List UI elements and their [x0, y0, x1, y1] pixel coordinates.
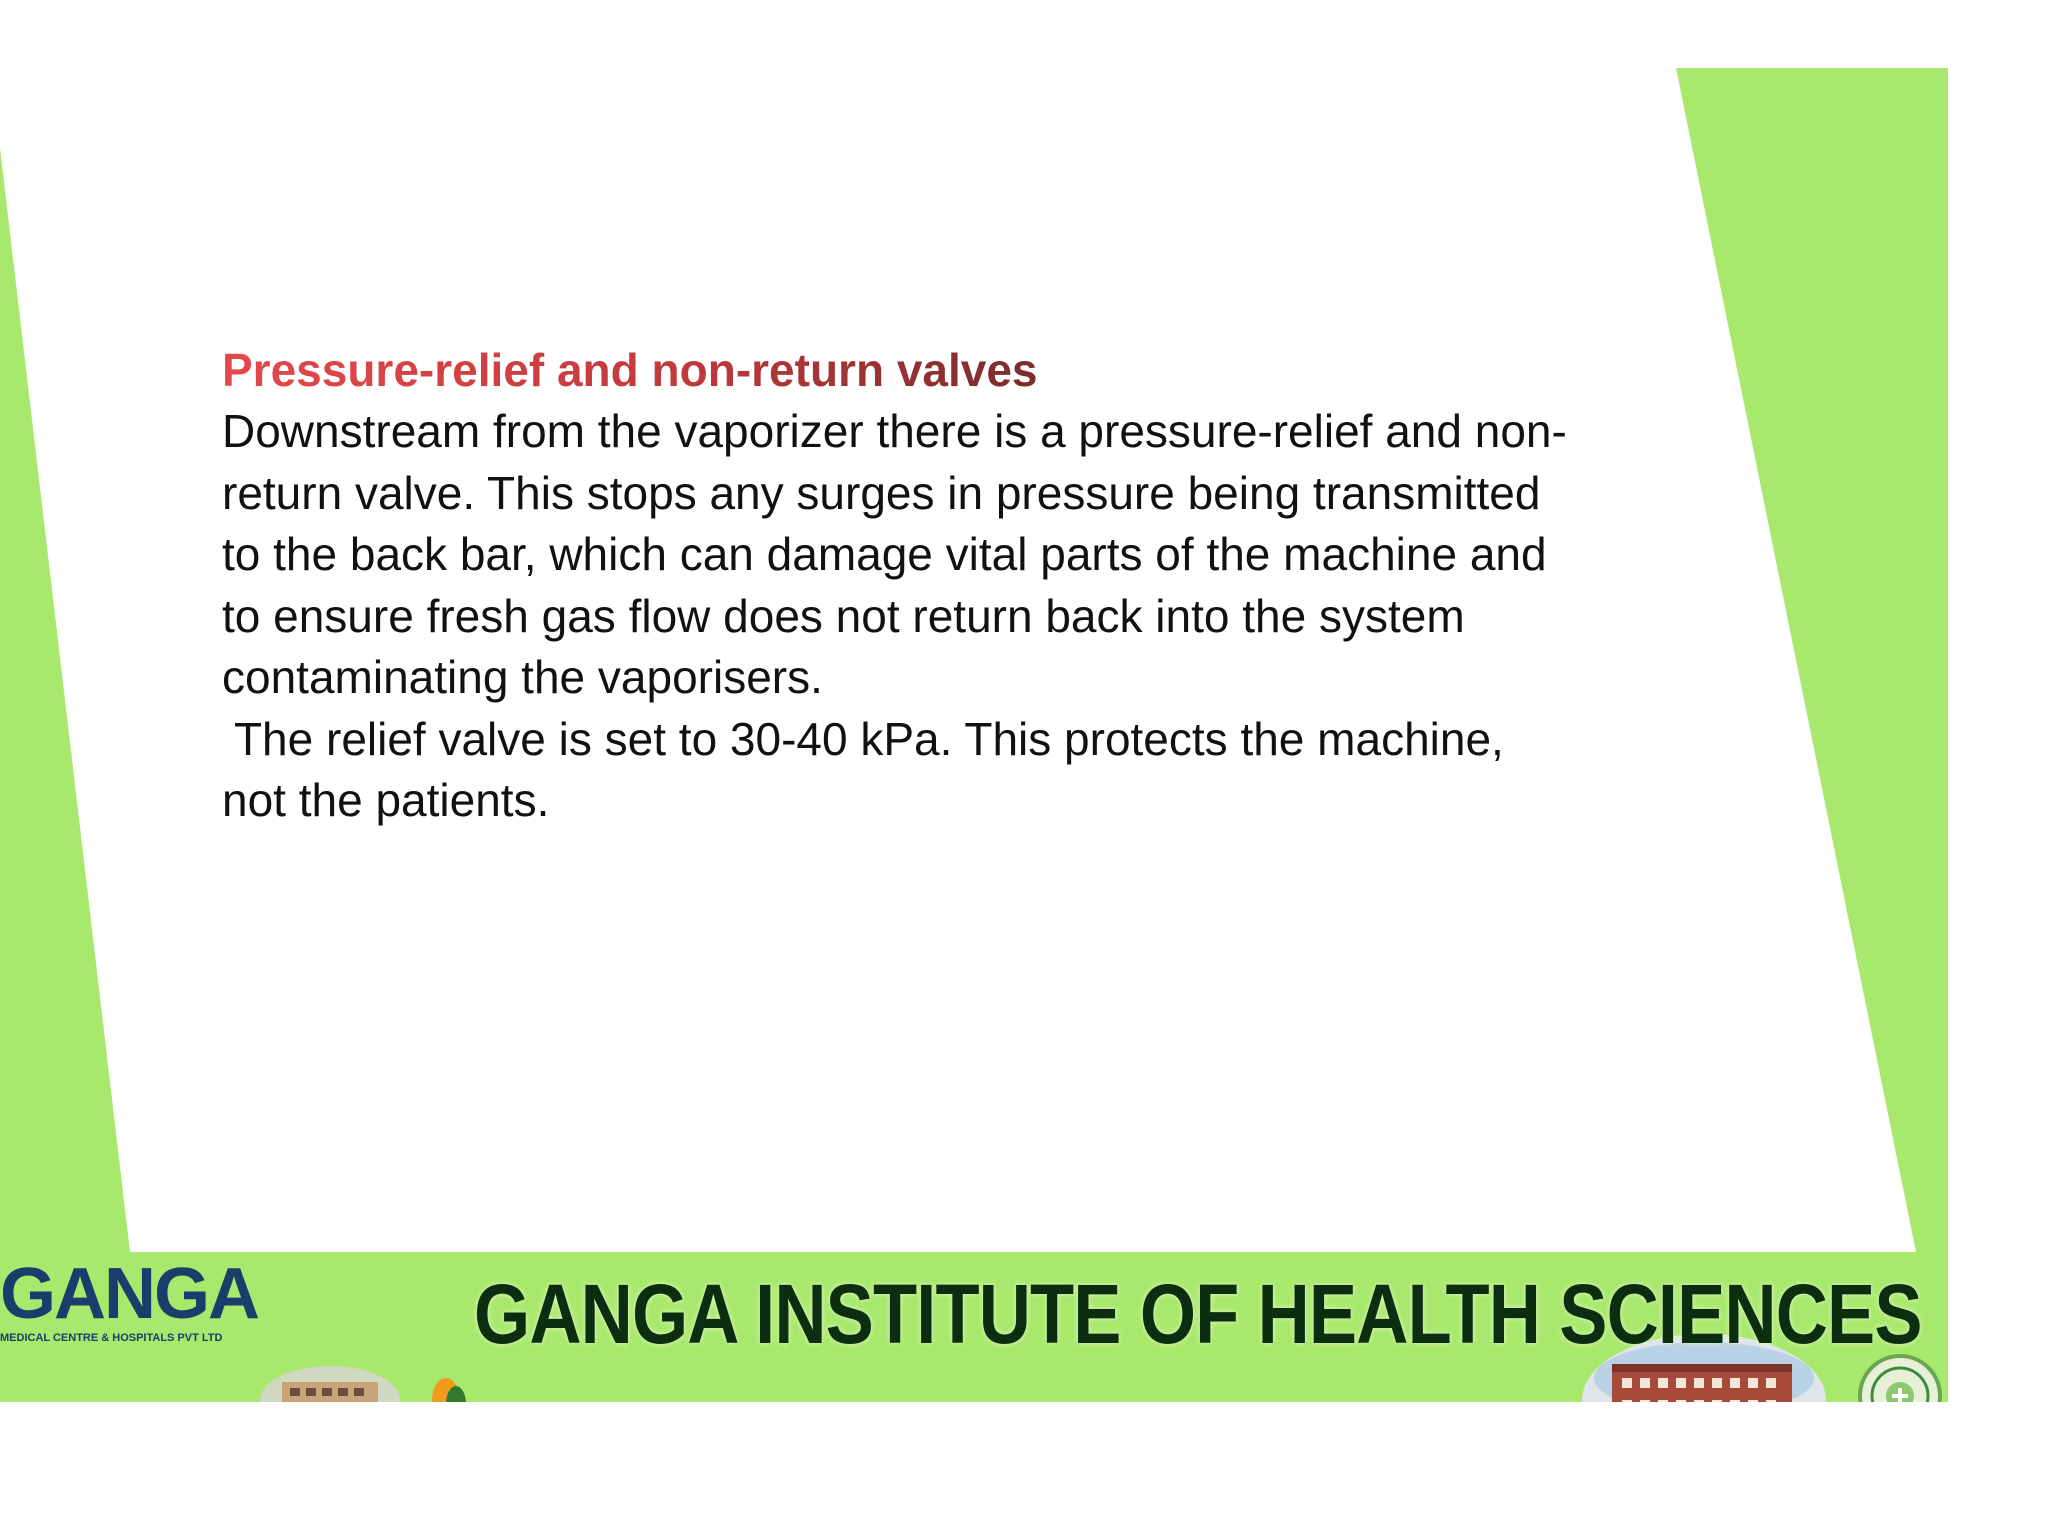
institute-name: GANGA INSTITUTE OF HEALTH SCIENCES	[474, 1267, 1922, 1361]
slide-heading: Pressure-relief and non-return valves	[222, 340, 1038, 401]
ganga-logo-text: GANGA	[0, 1254, 258, 1334]
body-line: to the back bar, which can damage vital parts of the machine and	[222, 528, 1547, 580]
body-line: to ensure fresh gas flow does not return back into the system	[222, 589, 1465, 642]
body-line: The relief valve is set to 30-40 kPa. This protects the machine,	[222, 712, 1504, 765]
ganga-logo	[0, 1254, 270, 1356]
ganga-logo-subtext: MEDICAL CENTRE & HOSPITALS PVT LTD	[0, 1332, 223, 1344]
body-line: Downstream from the vaporizer there is a pressure-relief and non-	[222, 405, 1567, 457]
body-line: contaminating the vaporisers.	[222, 651, 823, 703]
slide-content	[222, 340, 1742, 832]
body-line: return valve. This stops any surges in pressure being transmitted	[222, 466, 1541, 519]
body-line: not the patients.	[222, 774, 550, 826]
